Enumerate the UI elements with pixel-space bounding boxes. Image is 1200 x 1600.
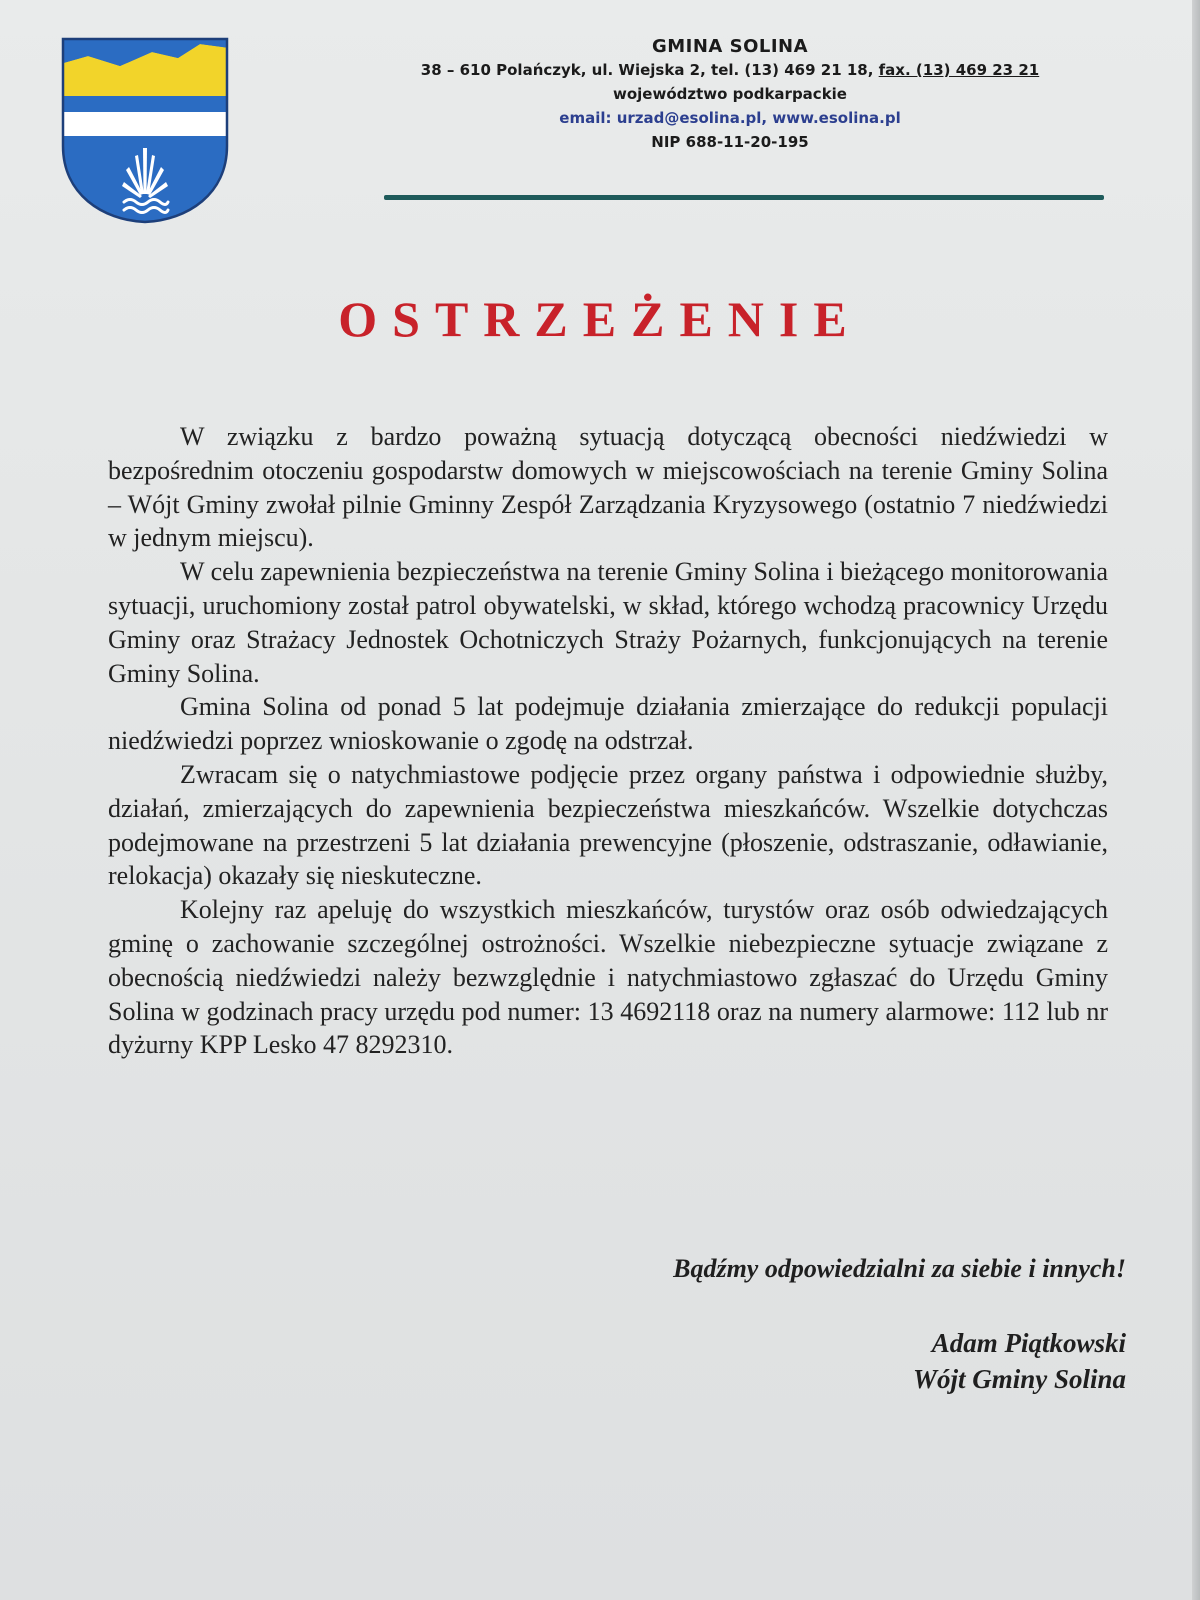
warning-title: OSTRZEŻENIE	[338, 291, 862, 347]
body-paragraph: W celu zapewnienia bezpieczeństwa na terenie Gminy Solina i bieżącego monitorowania sytuacji, uruchomiony został patrol obywatelski, w skład, którego wchodzą pracownicy Urzędu Gminy oraz Strażacy Jednostek Ochotniczych Straży Pożarnych, funkcjonujących na terenie Gminy Solina.	[108, 557, 1108, 688]
municipality-name: GMINA SOLINA	[651, 36, 809, 57]
coat-of-arms-icon	[60, 36, 230, 224]
region-line: województwo podkarpackie	[613, 85, 847, 103]
signature-block	[700, 1325, 1126, 1397]
signatory-name: Adam Piątkowski	[931, 1328, 1126, 1358]
nip-line: NIP 688-11-20-195	[651, 133, 809, 151]
closing-appeal: Bądźmy odpowiedzialni za siebie i innych!	[673, 1254, 1126, 1283]
body-paragraph: Zwracam się o natychmiastowe podjęcie przez organy państwa i odpowiednie służby, działań, zmierzających do zapewnienia bezpieczeństwa mieszkańców. Wszelkie dotychczas podejmowane na przestrzeni 5 lat działania prewencyjne (płoszenie, odstraszanie, odławianie, relokacja) okazały się nieskuteczne.	[108, 759, 1108, 891]
letterhead	[380, 36, 1080, 154]
body-paragraph: Kolejny raz apeluję do wszystkich mieszkańców, turystów oraz osób odwiedzających gminę o zachowanie szczególnej ostrożności. Wszelkie niebezpieczne sytuacje związane z obecnością niedźwiedzi należy bezwzględnie i natychmiastowo zgłaszać do Urzędu Gminy Solina w godzinach pracy urzędu pod numer: 13 4692118 oraz na numery alarmowe: 112 lub nr dyżurny KPP Lesko 47 8292310.	[108, 895, 1108, 1060]
letter-body	[108, 420, 1108, 1062]
body-paragraph: W związku z bardzo poważną sytuacją dotyczącą obecności niedźwiedzi w bezpośrednim otoczeniu gospodarstw domowych w miejscowościach na terenie Gminy Solina – Wójt Gminy zwołał pilnie Gminny Zespół Zarządzania Kryzysowego (ostatnio 7 niedźwiedzi w jednym miejscu).	[108, 422, 1108, 553]
signatory-title: Wójt Gminy Solina	[912, 1364, 1126, 1394]
body-paragraph: Gmina Solina od ponad 5 lat podejmuje działania zmierzające do redukcji populacji niedźwiedzi poprzez wnioskowanie o zgodę na odstrzał.	[108, 692, 1108, 756]
sheet-edge	[1192, 0, 1200, 1600]
fax-number: fax. (13) 469 23 21	[878, 61, 1040, 79]
header-divider	[384, 195, 1104, 200]
address-text: 38 – 610 Polańczyk, ul. Wiejska 2, tel. (13) 469 21 18,	[420, 61, 879, 79]
address-line	[380, 58, 1080, 82]
contact-line[interactable]: email: urzad@esolina.pl, www.esolina.pl	[559, 109, 901, 127]
